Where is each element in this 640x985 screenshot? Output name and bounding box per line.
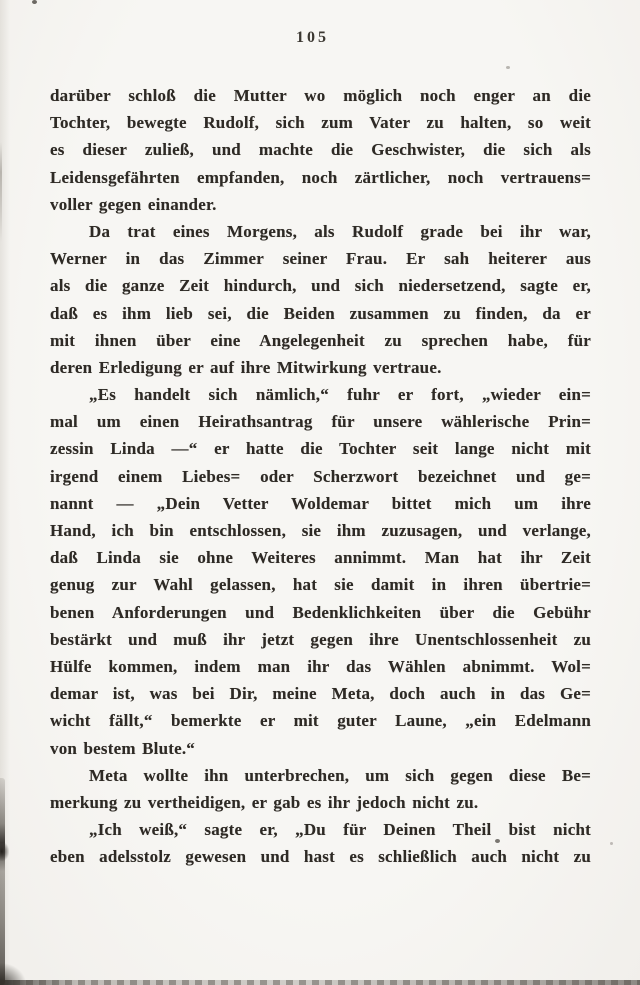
- scan-artifact-bottom-edge: [0, 980, 640, 985]
- scan-artifact-left-edge-lower: [0, 778, 5, 985]
- text-line: deren Erledigung er auf ihre Mitwirkung vertraue.: [50, 357, 442, 377]
- paragraph: [50, 762, 591, 871]
- text-line: bestärkt und muß ihr jetzt gegen ihre Unentschlossenheit zu: [50, 629, 591, 649]
- text-line: voller gegen einander.: [50, 194, 217, 214]
- paragraph: [50, 82, 591, 218]
- text-line: benen Anforderungen und Bedenklichkeiten über die Gebühr: [50, 602, 591, 622]
- text-line: demar ist, was bei Dir, meine Meta, doch auch in das Ge=: [50, 684, 591, 704]
- text-line: darüber schloß die Mutter wo möglich noch enger an die: [50, 86, 591, 105]
- text-line: Hand, ich bin entschlossen, sie ihm zuzusagen, und verlange,: [50, 521, 591, 540]
- text-line: genug zur Wahl gelassen, hat sie damit in ihren übertrie=: [50, 575, 591, 595]
- text-line: nannt — „Dein Vetter Woldemar bittet mich um ihre: [50, 493, 591, 513]
- scan-speck: [506, 66, 510, 69]
- text-line: Hülfe kommen, indem man ihr das Wählen abnimmt. Wol=: [50, 656, 591, 676]
- text-line: daß Linda sie ohne Weiteres annimmt. Man hat ihr Zeit: [50, 548, 591, 568]
- text-line: als die ganze Zeit hindurch, und sich niedersetzend, sagte er,: [50, 276, 591, 296]
- paragraph: [50, 381, 591, 762]
- text-line: irgend einem Liebes= oder Scherzwort bezeichnet und ge=: [50, 466, 591, 486]
- text-line: Werner in das Zimmer seiner Frau. Er sah heiterer aus: [50, 249, 591, 269]
- text-line: merkung zu vertheidigen, er gab es ihr jedoch nicht zu.: [50, 792, 479, 812]
- page-text: [50, 82, 591, 870]
- text-line: Da trat eines Morgens, als Rudolf grade bei ihr war,: [89, 221, 591, 241]
- scan-speck: [610, 842, 613, 845]
- text-line: eben adelsstolz gewesen und hast es schließlich auch nicht zu: [50, 847, 591, 867]
- text-line: Meta wollte ihn unterbrechen, um sich gegen diese Be=: [89, 765, 591, 785]
- text-line: es dieser zuließ, und machte die Geschwister, die sich als: [50, 140, 591, 160]
- text-line: daß es ihm lieb sei, die Beiden zusammen zu finden, da er: [50, 303, 591, 323]
- text-line: mit ihnen über eine Angelegenheit zu sprechen habe, für: [50, 330, 591, 350]
- text-line: wicht fällt,“ bemerkte er mit guter Laune, „ein Edelmann: [50, 711, 591, 731]
- scan-speck: [495, 839, 500, 843]
- scan-artifact-left-blob: [0, 842, 9, 861]
- scan-speck: [32, 0, 37, 4]
- text-line: Leidensgefährten empfanden, noch zärtlicher, noch vertrauens=: [50, 167, 591, 187]
- page-number: 105: [296, 29, 329, 46]
- scan-artifact-left-edge-upper: [0, 142, 2, 242]
- text-line: „Ich weiß,“ sagte er, „Du für Deinen Theil bist nicht: [89, 820, 591, 840]
- text-line: zessin Linda —“ er hatte die Tochter seit lange nicht mit: [50, 439, 591, 459]
- text-line: Tochter, bewegte Rudolf, sich zum Vater zu halten, so weit: [50, 113, 591, 133]
- text-line: von bestem Blute.“: [50, 738, 196, 758]
- text-line: „Es handelt sich nämlich,“ fuhr er fort, „wieder ein=: [89, 385, 591, 405]
- paragraph: [50, 218, 591, 381]
- text-line: mal um einen Heirathsantrag für unsere wählerische Prin=: [50, 412, 591, 432]
